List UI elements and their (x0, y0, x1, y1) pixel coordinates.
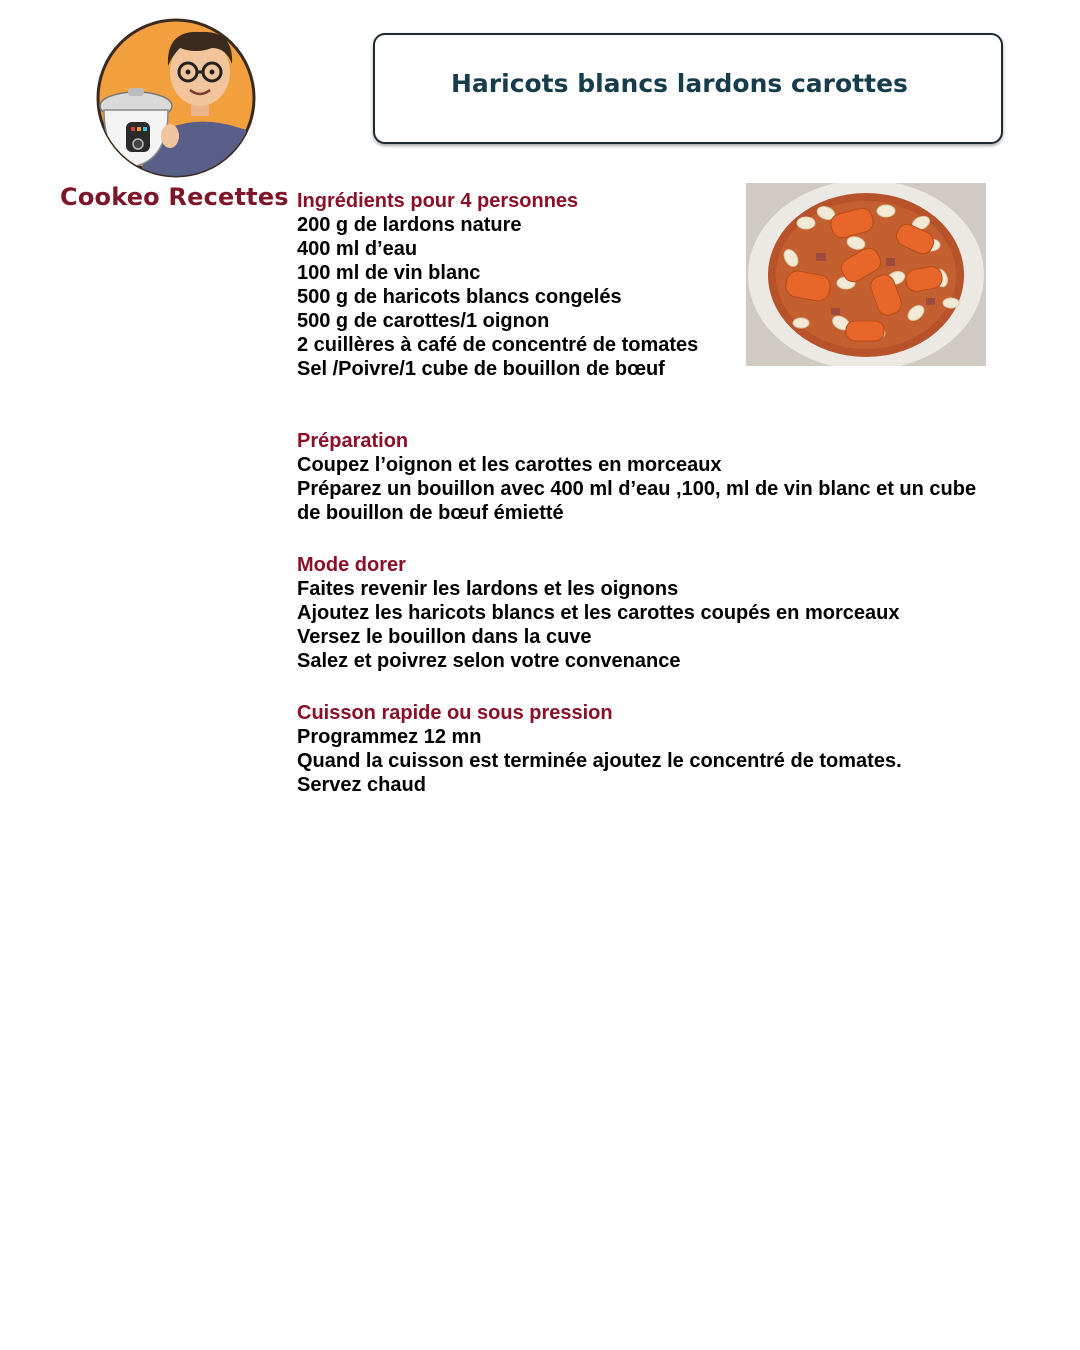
mode-dorer-step: Salez et poivrez selon votre convenance (297, 650, 681, 672)
ingredient-item: 500 g de carottes/1 oignon (297, 310, 550, 332)
mode-dorer-step: Faites revenir les lardons et les oignons (297, 578, 679, 600)
ingredient-item: 2 cuillères à café de concentré de tomates (297, 334, 699, 356)
cuisson-step: Programmez 12 mn (297, 726, 482, 748)
ingredients-heading: Ingrédients pour 4 personnes (297, 190, 579, 212)
ingredient-item: 200 g de lardons nature (297, 214, 522, 236)
brand-name: Cookeo Recettes (60, 183, 289, 211)
mode-dorer-heading: Mode dorer (297, 554, 406, 576)
mode-dorer-section (297, 553, 997, 673)
preparation-heading: Préparation (297, 430, 409, 452)
ingredient-item: 400 ml d’eau (297, 238, 418, 260)
cookeo-logo-icon (96, 18, 256, 178)
preparation-step: Préparez un bouillon avec 400 ml d’eau ,100, ml de vin blanc et un cube de bouillon de bœuf émietté (297, 478, 977, 524)
preparation-section (297, 429, 997, 525)
mode-dorer-step: Versez le bouillon dans la cuve (297, 626, 592, 648)
cuisson-section (297, 701, 997, 797)
page-title: Haricots blancs lardons carottes (451, 69, 908, 98)
mode-dorer-step: Ajoutez les haricots blancs et les carottes coupés en morceaux (297, 602, 900, 624)
ingredients-section (297, 189, 997, 381)
recipe-content (297, 189, 997, 797)
ingredient-item: Sel /Poivre/1 cube de bouillon de bœuf (297, 358, 665, 380)
ingredient-item: 100 ml de vin blanc (297, 262, 481, 284)
cuisson-step: Servez chaud (297, 774, 426, 796)
cuisson-heading: Cuisson rapide ou sous pression (297, 702, 613, 724)
title-box (373, 33, 1003, 144)
preparation-step: Coupez l’oignon et les carottes en morceaux (297, 454, 722, 476)
ingredient-item: 500 g de haricots blancs congelés (297, 286, 622, 308)
cuisson-step: Quand la cuisson est terminée ajoutez le concentré de tomates. (297, 750, 902, 772)
